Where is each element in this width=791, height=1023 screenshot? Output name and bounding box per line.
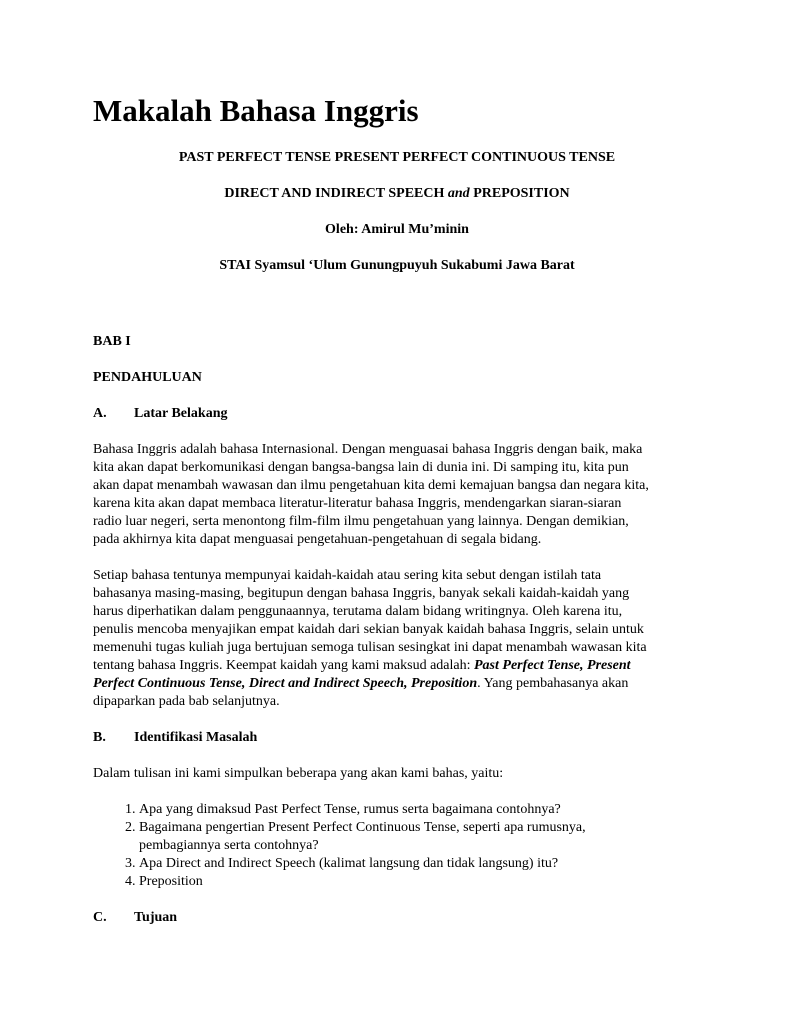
subtitle-italic: and	[447, 186, 470, 201]
list-item	[139, 855, 701, 873]
section-heading-a	[93, 405, 701, 423]
section-title: Latar Belakang	[134, 406, 228, 421]
section-number: A.	[93, 406, 107, 421]
text-line: dipaparkan pada bab selanjutnya.	[93, 694, 280, 709]
text-line	[93, 675, 701, 693]
author-line: Oleh: Amirul Mu’minin	[325, 222, 469, 237]
text-line: Setiap bahasa tentunya mempunyai kaidah-kaidah atau sering kita sebut dengan istilah tata	[93, 568, 602, 583]
list-item	[139, 819, 701, 855]
subtitle-text: DIRECT AND INDIRECT SPEECH	[224, 186, 448, 201]
plain-text: tentang bahasa Inggris. Keempat kaidah yang kami maksud adalah:	[93, 658, 474, 673]
chapter-number: BAB I	[93, 334, 131, 349]
emphasis-text: Perfect Continuous Tense, Direct and Indirect Speech, Preposition	[93, 676, 478, 691]
list-item-text: 4. Preposition	[139, 874, 203, 889]
section-number: C.	[93, 910, 107, 925]
chapter-title: PENDAHULUAN	[93, 370, 202, 385]
text-line: harus diperhatikan dalam penggunaannya, terutama dalam bidang writingnya. Oleh karena itu,	[93, 604, 623, 619]
emphasis-text: Past Perfect Tense, Present	[474, 658, 631, 673]
section-title: Identifikasi Masalah	[134, 730, 258, 745]
text-line: radio luar negeri, serta menontong film-film ilmu pengetahuan yang lainnya. Dengan demikian,	[93, 514, 629, 529]
document-title: Makalah Bahasa Inggris	[93, 93, 419, 128]
text-line: pada akhirnya kita dapat menguasai pengetahuan-pengetahuan di segala bidang.	[93, 532, 542, 547]
list-item-text: 2. Bagaimana pengertian Present Perfect Continuous Tense, seperti apa rumusnya,	[139, 820, 586, 835]
text-line	[93, 657, 701, 675]
text-line: kita akan dapat berkomunikasi dengan bangsa-bangsa lain di dunia ini. Di samping itu, kita pun	[93, 460, 629, 475]
institution-line: STAI Syamsul ‘Ulum Gunungpuyuh Sukabumi Jawa Barat	[219, 258, 575, 273]
text-line: akan dapat menambah wawasan dan ilmu pengetahuan kita demi kemajuan bangsa dan negara kita,	[93, 478, 649, 493]
text-line: Bahasa Inggris adalah bahasa Internasional. Dengan menguasai bahasa Inggris dengan baik, maka	[93, 442, 643, 457]
text-line: karena kita akan dapat membaca literatur-literatur bahasa Inggris, mendengarkan siaran-siaran	[93, 496, 622, 511]
subtitle-text: PREPOSITION	[469, 186, 570, 201]
text-line: memenuhi tugas kuliah juga bertujuan semoga tulisan sesingkat ini dapat menambah wawasan kita	[93, 640, 647, 655]
text-line: bahasanya masing-masing, begitupun dengan bahasa Inggris, banyak sekali kaidah-kaidah yang	[93, 586, 630, 601]
subtitle-line: PAST PERFECT TENSE PRESENT PERFECT CONTINUOUS TENSE	[178, 150, 616, 165]
text-line: penulis mencoba menyajikan empat kaidah dari sekian banyak kaidah bahasa Inggris, selain untuk	[93, 622, 644, 637]
document-page	[93, 92, 701, 927]
subtitle-line	[93, 185, 701, 203]
list-item-text: 3. Apa Direct and Indirect Speech (kalimat langsung dan tidak langsung) itu?	[139, 856, 559, 871]
list-item-text: 1. Apa yang dimaksud Past Perfect Tense, rumus serta bagaimana contohnya?	[139, 802, 561, 817]
problem-list	[93, 801, 701, 891]
section-title: Tujuan	[134, 910, 178, 925]
section-heading-c	[93, 909, 701, 927]
plain-text: . Yang pembahasanya akan	[477, 676, 629, 691]
paragraph-intro-list: Dalam tulisan ini kami simpulkan beberapa yang akan kami bahas, yaitu:	[93, 766, 504, 781]
list-item-text: pembagiannya serta contohnya?	[139, 838, 319, 853]
section-heading-b	[93, 729, 701, 747]
list-item	[139, 873, 701, 891]
paragraph-kaidah	[93, 567, 701, 711]
list-item	[139, 801, 701, 819]
section-number: B.	[93, 730, 106, 745]
paragraph-latar-belakang	[93, 441, 701, 549]
